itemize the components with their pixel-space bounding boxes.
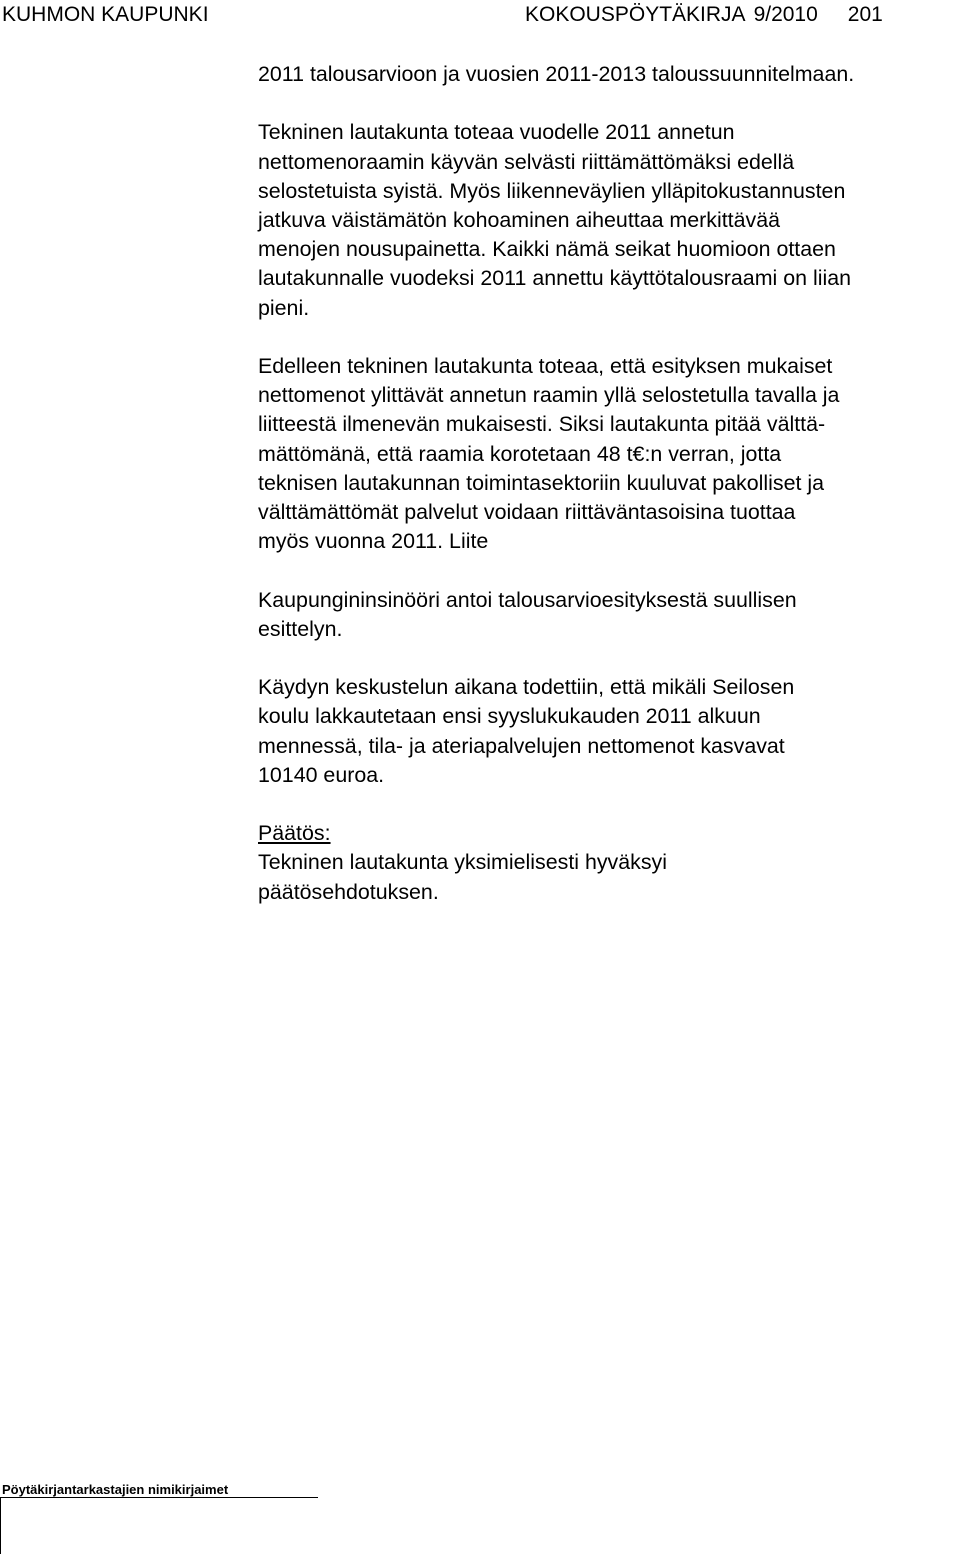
text-line: 2011 talousarvioon ja vuosien 2011-2013 taloussuunnitelmaan. [258, 62, 855, 86]
organization-name: KUHMON KAUPUNKI [2, 3, 209, 26]
text-line: Kaupungininsinööri antoi talousarvioesityksestä suullisen [258, 587, 797, 612]
text-line: esittelyn. [258, 616, 343, 641]
text-line: nettomenoraamin käyvän selvästi riittämättömäksi edellä [258, 149, 795, 174]
text-line: Tekninen lautakunta toteaa vuodelle 2011 annetun [258, 120, 735, 145]
text-line: mättömänä, että raamia korotetaan 48 t€:n verran, jotta [258, 441, 782, 466]
document-type: KOKOUSPÖYTÄKIRJA [525, 3, 746, 26]
signature-box-border [0, 1498, 1, 1554]
paragraph-budget-reference [258, 60, 958, 89]
page-header [0, 0, 960, 30]
text-line: välttämättömät palvelut voidaan riittäväntasoisina tuottaa [258, 500, 796, 525]
reviewer-initials-label: Pöytäkirjantarkastajien nimikirjaimet [2, 1482, 229, 1497]
text-line: Edelleen tekninen lautakunta toteaa, että esityksen mukaiset [258, 354, 833, 378]
decision-section [258, 819, 958, 907]
text-line: jatkuva väistämätön kohoaminen aiheuttaa merkittävää [258, 208, 780, 232]
paragraph-presentation [258, 586, 958, 644]
text-line: selostetuista syistä. Myös liikenneväylien ylläpitokustannusten [258, 178, 846, 203]
text-line: teknisen lautakunnan toimintasektoriin kuuluvat pakolliset ja [258, 470, 824, 495]
document-meta [525, 2, 883, 28]
text-line: menojen nousupainetta. Kaikki nämä seikat huomioon ottaen [258, 237, 836, 262]
text-line: pieni. [258, 295, 310, 320]
page-footer [0, 1478, 960, 1556]
footer-divider [0, 1497, 318, 1498]
paragraph-discussion [258, 673, 958, 790]
paragraph-frame-increase [258, 352, 958, 556]
paragraph-frame-insufficient [258, 118, 958, 322]
text-line: 10140 euroa. [258, 762, 385, 787]
text-line: liitteestä ilmenevän mukaisesti. Siksi lautakunta pitää välttä- [258, 412, 826, 437]
text-line: nettomenot ylittävät annetun raamin yllä selostetulla tavalla ja [258, 383, 840, 408]
text-line: lautakunnalle vuodeksi 2011 annettu käyttötalousraami on liian [258, 266, 851, 291]
text-line: mennessä, tila- ja ateriapalvelujen nettomenot kasvavat [258, 733, 785, 758]
text-line: Käydyn keskustelun aikana todettiin, että mikäli Seilosen [258, 675, 795, 700]
page-number: 201 [847, 3, 883, 26]
text-line: päätösehdotuksen. [258, 879, 439, 904]
text-line: koulu lakkautetaan ensi syyslukukauden 2011 alkuun [258, 704, 761, 729]
text-line: myös vuonna 2011. Liite [258, 529, 489, 554]
meeting-number: 9/2010 [753, 3, 818, 26]
minutes-body [258, 60, 958, 907]
text-line: Tekninen lautakunta yksimielisesti hyväksyi [258, 850, 667, 875]
decision-heading: Päätös: [258, 821, 331, 846]
